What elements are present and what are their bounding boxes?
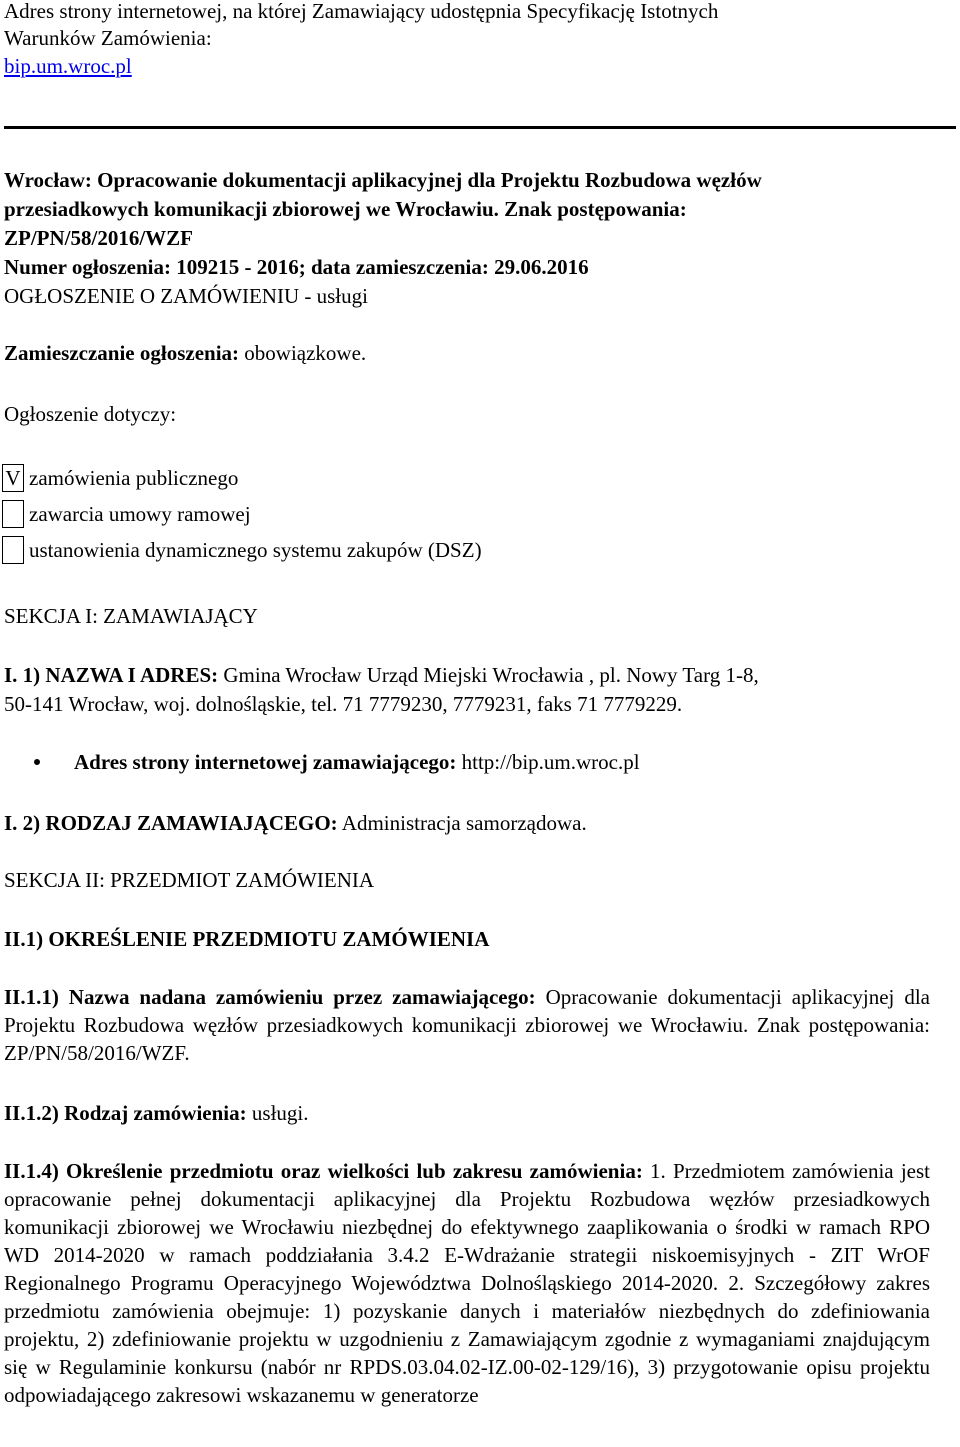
section-2-heading: SEKCJA II: PRZEDMIOT ZAMÓWIENIA	[4, 868, 375, 892]
notice-number-line: Numer ogłoszenia: 109215 - 2016; data zamieszczenia: 29.06.2016	[4, 255, 589, 279]
placement-label: Zamieszczanie ogłoszenia:	[4, 341, 240, 365]
contracting-type	[4, 809, 587, 837]
option-framework-agreement	[2, 499, 251, 529]
horizontal-rule	[4, 126, 956, 129]
bullet-icon	[34, 759, 40, 765]
checkbox-checked: V	[2, 464, 24, 492]
option-label: zamówienia publicznego	[29, 466, 239, 490]
website-bullet-item	[34, 748, 640, 776]
placement-row	[4, 339, 366, 367]
placement-value: obowiązkowe.	[244, 341, 367, 365]
order-scope-paragraph	[4, 1157, 930, 1409]
siwz-intro-line1: Adres strony internetowej, na której Zamawiający udostępnia Specyfikację Istotnych	[4, 0, 719, 23]
name-address-label: I. 1) NAZWA I ADRES:	[4, 663, 219, 687]
section-2-1-heading: II.1) OKREŚLENIE PRZEDMIOTU ZAMÓWIENIA	[4, 927, 490, 951]
option-public-procurement	[2, 463, 238, 493]
order-kind-label: II.1.2) Rodzaj zamówienia:	[4, 1101, 247, 1125]
checkbox-empty	[2, 536, 24, 564]
order-scope-label: II.1.4) Określenie przedmiotu oraz wielkości lub zakresu zamówienia:	[4, 1159, 643, 1183]
concerns-label: Ogłoszenie dotyczy:	[4, 402, 177, 426]
notice-title-line2: przesiadkowych komunikacji zbiorowej we Wrocławiu. Znak postępowania:	[4, 197, 687, 221]
type-value: Administracja samorządowa.	[341, 811, 587, 835]
section-1-heading: SEKCJA I: ZAMAWIAJĄCY	[4, 604, 258, 628]
notice-type: OGŁOSZENIE O ZAMÓWIENIU - usługi	[4, 284, 368, 308]
order-scope-value: 1. Przedmiotem zamówienia jest opracowanie pełnej dokumentacji aplikacyjnej dla Projektu Rozbudowa węzłów przesiadkowych komunikacji zbiorowej we Wrocławiu niezbędnej do efektywnego zaaplikowania o środki w ramach RPO WD 2014-2020 w ramach poddziałania 3.4.2 E-Wdrażanie strategii niskoemisyjnych - ZIT WrOF Regionalnego Programu Operacyjnego Województwa Dolnośląskiego 2014-2020. 2. Szczegółowy zakres przedmiotu zamówienia obejmuje: 1) pozyskanie danych i materiałów niezbędnych do zdefiniowania projektu, 2) zdefiniowanie projektu w uzgodnieniu z Zamawiającym zgodnie z wymaganiami znajdującym się w Regulaminie konkursu (nabór nr RPDS.03.04.02-IZ.00-02-129/16), 3) przygotowanie opisu projektu odpowiadającego zakresowi wskazanemu w generatorze	[4, 1159, 930, 1407]
contracting-name-line2: 50-141 Wrocław, woj. dolnośląskie, tel. 71 7779230, 7779231, faks 71 7779229.	[4, 692, 683, 716]
contracting-name-line1	[4, 661, 759, 689]
order-name-value: Opracowanie dokumentacji aplikacyjnej dla Projektu Rozbudowa węzłów przesiadkowych komunikacji zbiorowej we Wrocławiu. Znak postępowania: ZP/PN/58/2016/WZF.	[4, 985, 930, 1065]
order-name-label: II.1.1) Nazwa nadana zamówieniu przez zamawiającego:	[4, 985, 536, 1009]
notice-title-line1: Wrocław: Opracowanie dokumentacji aplikacyjnej dla Projektu Rozbudowa węzłów	[4, 168, 762, 192]
option-dynamic-purchasing	[2, 535, 482, 565]
notice-title-line3: ZP/PN/58/2016/WZF	[4, 226, 193, 250]
website-value[interactable]: http://bip.um.wroc.pl	[461, 750, 640, 774]
website-label: Adres strony internetowej zamawiającego:	[74, 750, 457, 774]
siwz-link[interactable]: bip.um.wroc.pl	[4, 54, 132, 78]
option-label: zawarcia umowy ramowej	[29, 502, 251, 526]
order-name-paragraph	[4, 983, 930, 1067]
siwz-intro-line2: Warunków Zamówienia:	[4, 26, 212, 50]
order-kind-value: usługi.	[251, 1101, 309, 1125]
checkbox-empty	[2, 500, 24, 528]
option-label: ustanowienia dynamicznego systemu zakupów (DSZ)	[29, 538, 482, 562]
order-kind	[4, 1099, 308, 1127]
name-address-value: Gmina Wrocław Urząd Miejski Wrocławia , pl. Nowy Targ 1-8,	[223, 663, 759, 687]
type-label: I. 2) RODZAJ ZAMAWIAJĄCEGO:	[4, 811, 338, 835]
